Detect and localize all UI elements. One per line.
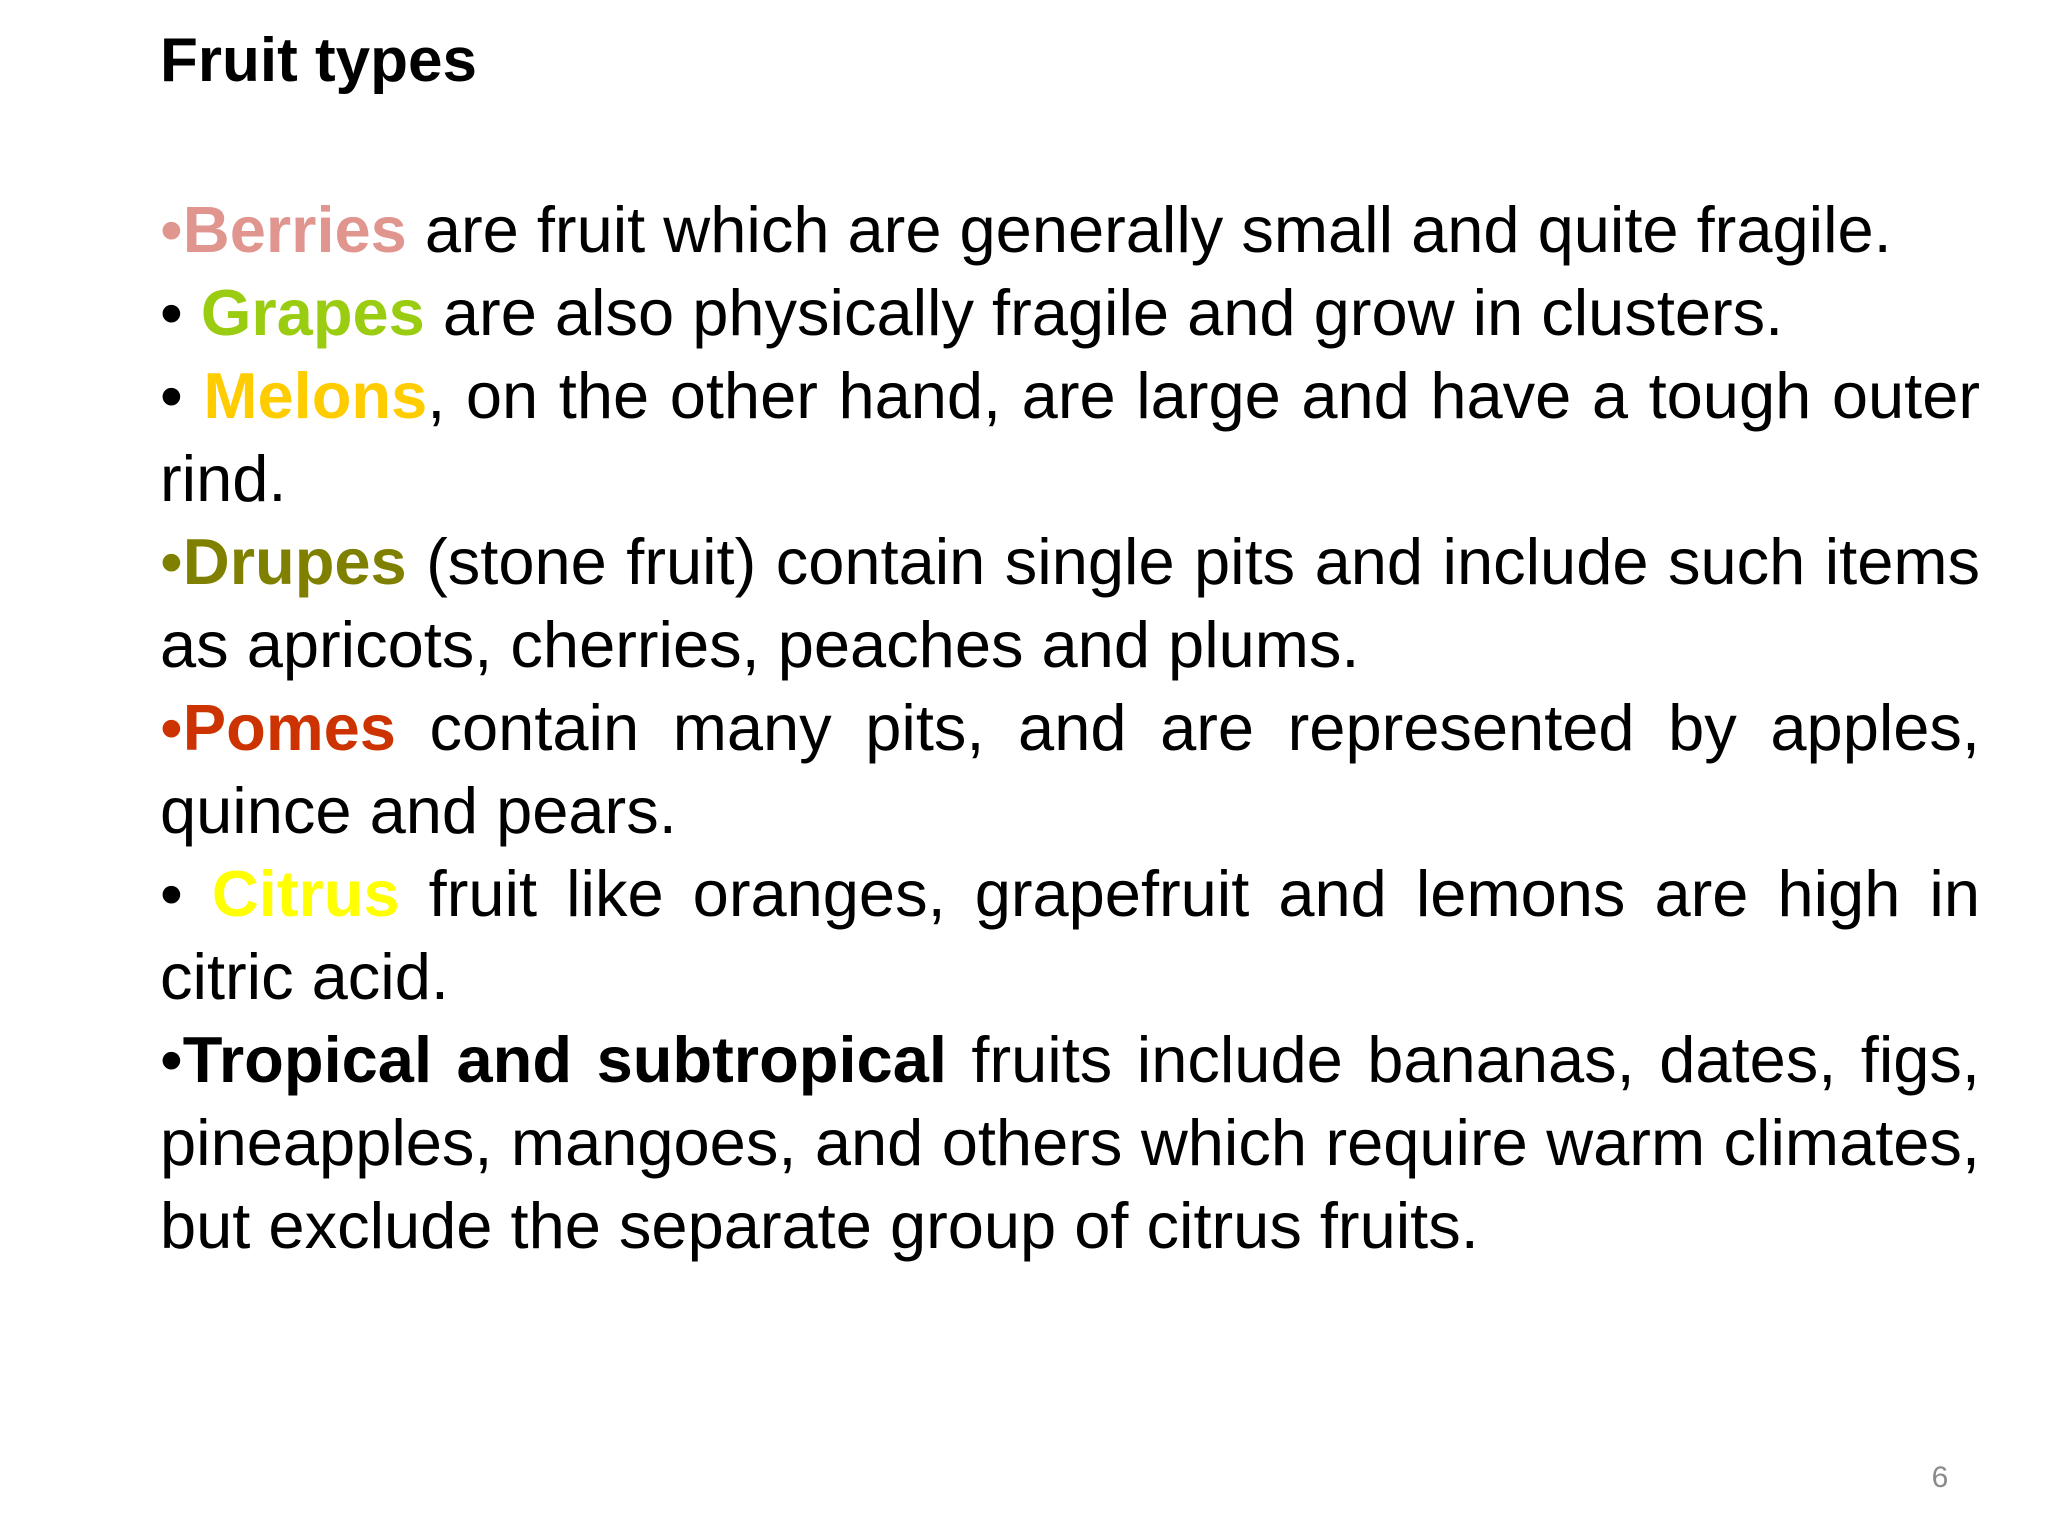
- bullet-marker: •: [160, 691, 183, 764]
- bullet-text: are fruit which are generally small and quite fragile.: [406, 193, 1892, 266]
- slide-title: Fruit types: [160, 26, 477, 95]
- term-drupes: Drupes: [182, 525, 407, 598]
- bullet-item-grapes: [160, 271, 1980, 354]
- bullet-text: contain many pits, and are represented by apples, quince and pears.: [160, 691, 1980, 847]
- term-tropical: Tropical and subtropical: [182, 1023, 947, 1096]
- bullet-item-melons: [160, 354, 1980, 520]
- bullet-marker: •: [160, 857, 212, 930]
- bullet-marker: •: [160, 1023, 183, 1096]
- bullet-text: fruit like oranges, grapefruit and lemons are high in citric acid.: [160, 857, 1980, 1013]
- bullet-text: fruits include bananas, dates, figs, pineapples, mangoes, and others which require warm climates, but exclude the separate group of citrus fruits.: [160, 1023, 1980, 1262]
- term-grapes: Grapes: [200, 276, 425, 349]
- bullet-marker: •: [160, 276, 201, 349]
- bullet-marker: •: [160, 193, 183, 266]
- page-number: 6: [1931, 1461, 1949, 1494]
- bullet-text: are also physically fragile and grow in clusters.: [424, 276, 1784, 349]
- term-citrus: Citrus: [211, 857, 400, 930]
- term-melons: Melons: [203, 359, 428, 432]
- term-berries: Berries: [182, 193, 407, 266]
- bullet-item-berries: [160, 188, 1980, 271]
- bullet-text: , on the other hand, are large and have a tough outer rind.: [160, 359, 1980, 515]
- term-pomes: Pomes: [182, 691, 396, 764]
- bullet-item-citrus: [160, 852, 1980, 1018]
- bullet-item-pomes: [160, 686, 1980, 852]
- bullet-marker: •: [160, 359, 204, 432]
- bullet-marker: •: [160, 525, 183, 598]
- bullet-item-tropical: [160, 1018, 1980, 1267]
- bullet-text: (stone fruit) contain single pits and include such items as apricots, cherries, peaches and plums.: [160, 525, 1980, 681]
- bullet-item-drupes: [160, 520, 1980, 686]
- bullet-list: [160, 188, 1980, 1267]
